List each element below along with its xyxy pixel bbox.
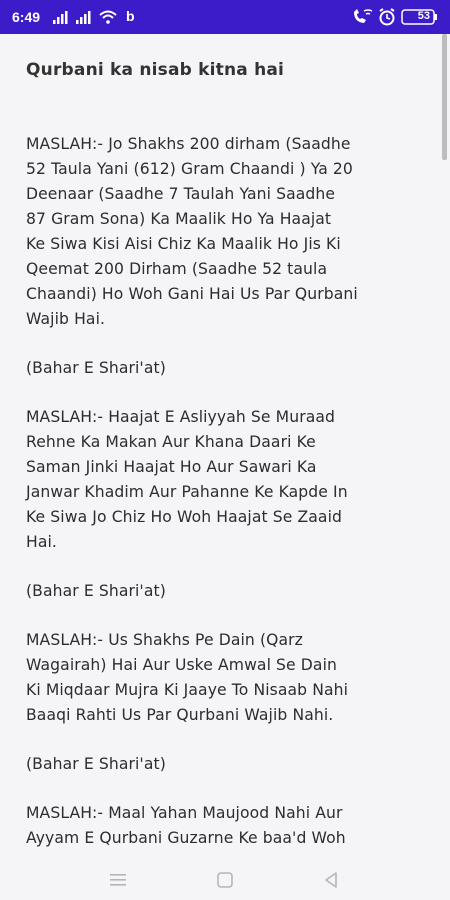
paragraph-line: Deenaar (Saadhe 7 Taulah Yani Saadhe — [26, 185, 336, 203]
paragraph-line: Saman Jinki Haajat Ho Aur Sawari Ka — [26, 458, 317, 476]
paragraph-line: Ke Siwa Kisi Aisi Chiz Ka Maalik Ho Jis Ki — [26, 235, 341, 253]
paragraph-line: MASLAH:- Jo Shakhs 200 dirham (Saadhe — [26, 135, 351, 153]
paragraph-line: Qeemat 200 Dirham (Saadhe 52 taula — [26, 260, 328, 278]
paragraph-line: Rehne Ka Makan Aur Khana Daari Ke — [26, 433, 316, 451]
paragraph-line: Ki Miqdaar Mujra Ki Jaaye To Nisaab Nahi — [26, 681, 349, 699]
status-right-icons — [352, 8, 440, 26]
paragraph-line: Ke Siwa Jo Chiz Ho Woh Haajat Se Zaaid — [26, 508, 343, 526]
status-bar — [0, 0, 450, 34]
app-notification-icon: b — [126, 8, 135, 24]
paragraph-line: (Bahar E Shari'at) — [26, 359, 166, 377]
paragraph-line: (Bahar E Shari'at) — [26, 582, 166, 600]
page-title: Qurbani ka nisab kitna hai — [26, 60, 285, 80]
article-paragraph — [26, 132, 421, 332]
back-button[interactable] — [319, 868, 343, 892]
main-content[interactable] — [0, 34, 450, 860]
back-icon — [323, 872, 339, 888]
paragraph-line: Wagairah) Hai Aur Uske Amwal Se Dain — [26, 656, 337, 674]
article-paragraph — [26, 405, 421, 555]
signal-icon — [76, 10, 96, 24]
paragraph-line: MASLAH:- Maal Yahan Maujood Nahi Aur — [26, 804, 343, 822]
paragraph-line: Hai. — [26, 533, 57, 551]
article-paragraph — [26, 801, 421, 851]
paragraph-line: Janwar Khadim Aur Pahanne Ke Kapde In — [26, 483, 348, 501]
paragraph-line: Baaqi Rahti Us Par Qurbani Wajib Nahi. — [26, 706, 334, 724]
battery-level: 53 — [417, 10, 430, 22]
menu-button[interactable] — [106, 868, 130, 892]
home-button[interactable] — [213, 868, 237, 892]
paragraph-line: 87 Gram Sona) Ka Maalik Ho Ya Haajat — [26, 210, 332, 228]
paragraph-line: (Bahar E Shari'at) — [26, 755, 166, 773]
article-paragraph — [26, 356, 421, 381]
status-time: 6:49 — [12, 9, 41, 25]
signal-icon — [53, 10, 73, 24]
paragraph-line: Ayyam E Qurbani Guzarne Ke baa'd Woh — [26, 829, 346, 847]
menu-icon — [110, 873, 126, 887]
call-wifi-icon — [354, 9, 372, 23]
article-paragraph — [26, 628, 421, 728]
scrollbar[interactable] — [442, 34, 447, 160]
paragraph-line: MASLAH:- Haajat E Asliyyah Se Muraad — [26, 408, 336, 426]
article-paragraph — [26, 579, 421, 604]
paragraph-line: Wajib Hai. — [26, 310, 106, 328]
navigation-bar — [0, 860, 450, 900]
alarm-icon — [380, 9, 394, 25]
paragraph-line: 52 Taula Yani (612) Gram Chaandi ) Ya 20 — [26, 160, 353, 178]
home-icon — [217, 872, 233, 888]
paragraph-line: MASLAH:- Us Shakhs Pe Dain (Qarz — [26, 631, 303, 649]
article-body — [26, 132, 421, 860]
wifi-icon — [99, 10, 117, 24]
paragraph-line: Chaandi) Ho Woh Gani Hai Us Par Qurbani — [26, 285, 358, 303]
article-paragraph — [26, 752, 421, 777]
